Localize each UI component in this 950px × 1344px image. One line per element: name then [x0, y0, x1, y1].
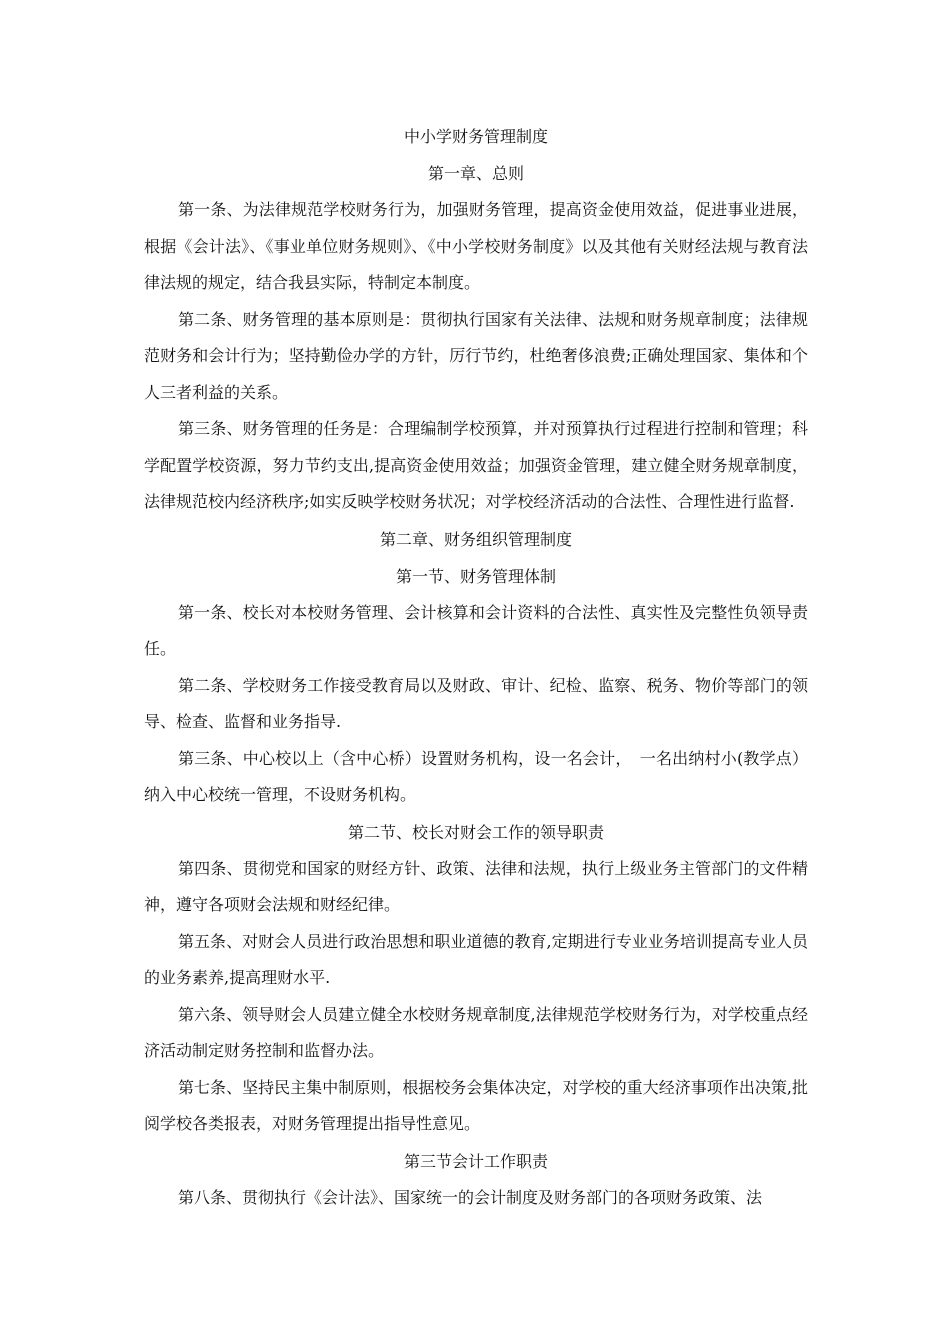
paragraph: 第五条、对财会人员进行政治思想和职业道德的教育,定期进行专业业务培训提高专业人员的业务素养,提高理财水平.	[144, 931, 808, 987]
chapter-heading: 第二章、财务组织管理制度	[379, 529, 572, 549]
paragraph: 第一条、校长对本校财务管理、会计核算和会计资料的合法性、真实性及完整性负领导责任。	[144, 602, 808, 658]
document-title: 中小学财务管理制度	[403, 127, 548, 146]
paragraph: 第七条、坚持民主集中制原则，根据校务会集体决定，对学校的重大经济事项作出决策,批阅学校各类报表，对财务管理提出指导性意见。	[144, 1077, 808, 1133]
paragraph: 第八条、贯彻执行《会计法》、国家统一的会计制度及财务部门的各项财务政策、法	[178, 1187, 763, 1207]
section-heading: 第三节会计工作职责	[403, 1151, 548, 1171]
paragraph: 第二条、学校财务工作接受教育局以及财政、审计、纪检、监察、税务、物价等部门的领导、检查、监督和业务指导.	[144, 675, 808, 731]
paragraph: 第三条、财务管理的任务是：合理编制学校预算，并对预算执行过程进行控制和管理；科学配置学校资源，努力节约支出,提高资金使用效益；加强资金管理，建立健全财务规章制度，法律规范校内经济秩序;如实反映学校财务状况；对学校经济活动的合法性、合理性进行监督.	[144, 419, 808, 511]
document-page	[144, 118, 808, 1216]
paragraph: 第六条、领导财会人员建立健全水校财务规章制度,法律规范学校财务行为，对学校重点经济活动制定财务控制和监督办法。	[144, 1004, 808, 1060]
paragraph: 第二条、财务管理的基本原则是：贯彻执行国家有关法律、法规和财务规章制度；法律规范财务和会计行为；坚持勤俭办学的方针，厉行节约，杜绝奢侈浪费;正确处理国家、集体和个人三者利益的关系。	[144, 309, 808, 402]
paragraph: 第一条、为法律规范学校财务行为，加强财务管理，提高资金使用效益，促进事业进展，根据《会计法》、《事业单位财务规则》、《中小学校财务制度》以及其他有关财经法规与教育法律法规的规定，结合我县实际，特制定本制度。	[144, 200, 808, 292]
section-heading: 第二节、校长对财会工作的领导职责	[347, 822, 604, 842]
section-heading: 第一节、财务管理体制	[395, 566, 556, 586]
paragraph: 第三条、中心校以上（含中心桥）设置财务机构，设一名会计， 一名出纳村小(教学点）纳入中心校统一管理，不设财务机构。	[144, 748, 808, 804]
paragraph: 第四条、贯彻党和国家的财经方针、政策、法律和法规，执行上级业务主管部门的文件精神，遵守各项财会法规和财经纪律。	[144, 858, 808, 914]
chapter-heading: 第一章、总则	[427, 164, 524, 183]
